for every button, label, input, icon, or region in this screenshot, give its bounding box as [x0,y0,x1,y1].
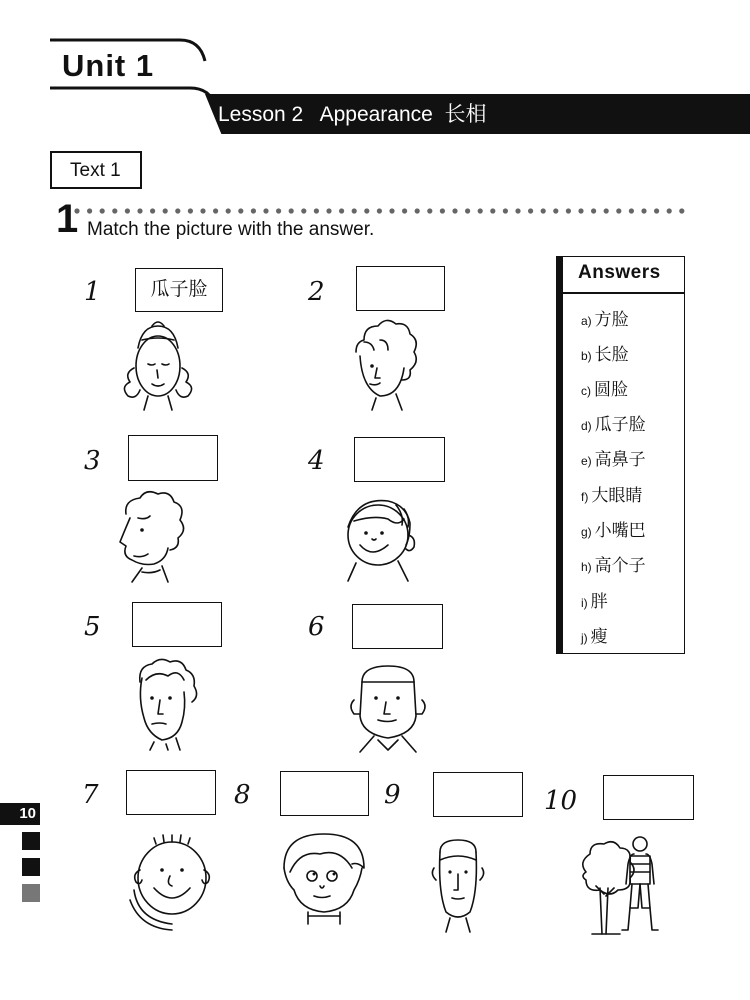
answer-option-letter: h) [581,560,592,574]
question-number: 6 [308,612,325,642]
answer-box-7[interactable] [126,770,216,815]
answer-option [581,481,642,506]
answer-option [581,516,646,541]
page-number-tab [0,803,40,825]
lesson-title: Lesson 2 Appearance 长相 [218,103,487,126]
answer-option-text: 胖 [590,592,608,611]
side-tab-marker [22,858,40,876]
question-number: 10 [544,786,578,816]
answer-box-10[interactable] [603,775,694,820]
answer-option-text: 瘦 [590,627,608,646]
answer-option-text: 小嘴巴 [594,521,646,540]
answer-option [581,587,608,612]
face-illustration-1 [112,318,204,413]
unit-title: Unit 1 [62,48,155,83]
answer-option-text: 高鼻子 [594,450,646,469]
answers-title: Answers [578,262,661,283]
answer-box-3[interactable] [128,435,218,481]
answer-box-9[interactable] [433,772,523,817]
question-number: 9 [384,780,401,810]
answer-option-letter: a) [581,314,592,328]
answer-box-2[interactable] [356,266,445,311]
side-tab-marker [22,884,40,902]
answer-option-letter: f) [581,490,589,504]
answers-divider [563,292,685,294]
answer-option-letter: g) [581,525,592,539]
answer-option-text: 高个子 [594,556,646,575]
face-illustration-2 [350,318,420,413]
answer-option [581,375,628,400]
answer-option-letter: b) [581,349,592,363]
answer-option-text: 圆脸 [594,380,628,399]
question-number: 7 [82,780,99,810]
answer-option-letter: d) [581,419,592,433]
face-illustration-3 [112,490,192,585]
exercise-number: 1 [56,197,79,241]
answer-option-letter: e) [581,454,592,468]
face-illustration-7 [126,830,216,930]
exercise-instruction: Match the picture with the answer. [87,219,375,240]
face-illustration-6 [348,660,428,756]
face-illustration-9 [430,838,490,938]
question-number: 1 [84,277,101,307]
answer-option-letter: c) [581,384,591,398]
side-tab-marker [22,832,40,850]
question-number: 4 [308,446,325,476]
answer-box-1[interactable] [135,268,223,312]
answer-box-4[interactable] [354,437,445,482]
face-illustration-5 [126,656,206,752]
answer-option-text: 方脸 [594,310,629,329]
question-number: 5 [84,612,101,642]
answer-option [581,410,646,435]
question-number: 3 [84,446,101,476]
answer-box-6[interactable] [352,604,443,649]
answer-option [581,305,629,330]
face-illustration-8 [278,832,368,928]
section-tab-label: Text 1 [70,160,121,181]
answer-option [581,340,629,365]
page-number: 10 [19,805,36,822]
dotted-divider [72,206,690,216]
person-tree-illustration-10 [578,832,678,944]
answer-option [581,551,646,576]
answer-box-5[interactable] [132,602,222,647]
answer-option [581,622,608,647]
answer-option-letter: i) [581,596,588,610]
answer-option-text: 大眼睛 [591,486,643,505]
answer-option [581,445,646,470]
face-illustration-4 [340,495,430,585]
section-tab [50,151,142,189]
answer-option-letter: j) [581,631,588,645]
answer-option-text: 瓜子脸 [594,415,646,434]
answer-option-text: 长脸 [594,345,629,364]
answer-box-8[interactable] [280,771,369,816]
question-number: 8 [234,780,251,810]
question-number: 2 [308,277,325,307]
answer-text: 瓜子脸 [150,278,208,300]
